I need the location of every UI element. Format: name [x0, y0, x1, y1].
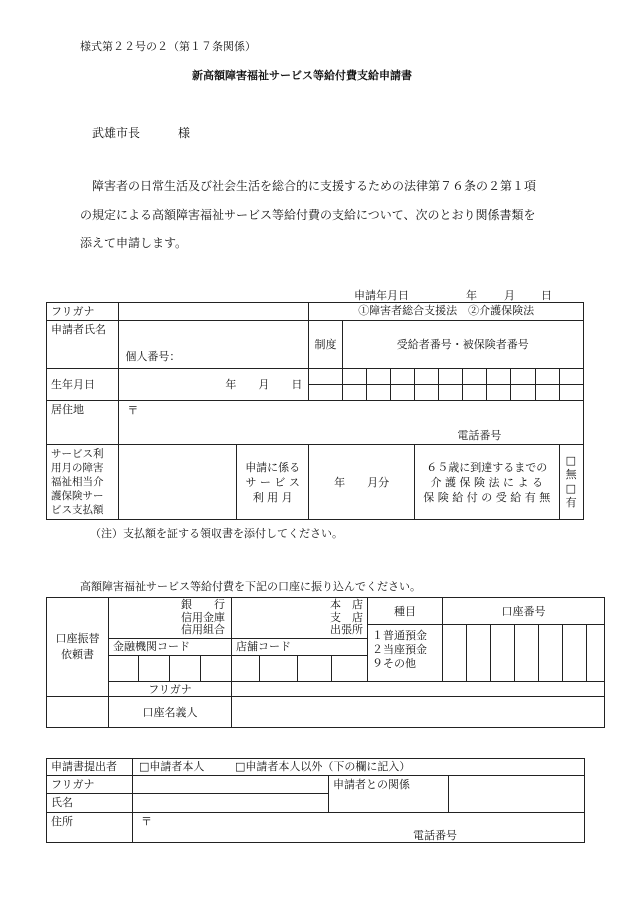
bank-code-digit[interactable]	[201, 656, 232, 682]
my-number-label: 個人番号：	[125, 350, 181, 363]
account-digit[interactable]	[443, 625, 467, 682]
submitter-name-field[interactable]	[133, 794, 329, 813]
other-checkbox[interactable]: □申請者本人以外（下の欄に記入）	[235, 760, 411, 773]
month-label-line: 申請に係る	[245, 460, 301, 474]
service-label-line: 用月の障害	[51, 462, 104, 474]
date-label: 申請年月日	[354, 289, 409, 302]
seido-label: 制度	[309, 321, 342, 369]
num-cell[interactable]	[390, 385, 414, 401]
date-month: 月	[504, 289, 515, 302]
bank-code-digit[interactable]	[170, 656, 201, 682]
service-label-line: ビス支払額	[51, 504, 104, 516]
branch-option: 出張所	[330, 623, 363, 636]
month-label-line: サ ー ビ ス	[245, 475, 300, 489]
branch-type[interactable]	[232, 598, 368, 639]
num-cell[interactable]	[511, 385, 535, 401]
age65-line: ６５歳に到達するまでの	[426, 460, 548, 474]
type-option[interactable]: ２当座預金	[372, 643, 427, 656]
account-digit[interactable]	[587, 625, 605, 682]
account-type-header: 種目	[368, 598, 443, 625]
num-cell[interactable]	[414, 369, 438, 385]
seido-cell[interactable]	[309, 385, 342, 401]
age65-line: 保 険 給 付 の 受 給 有 無	[423, 490, 551, 504]
birth-label: 生年月日	[47, 369, 119, 401]
bank-option: 信用組合	[181, 623, 225, 636]
account-digit[interactable]	[563, 625, 587, 682]
num-cell[interactable]	[559, 369, 583, 385]
month-label-line: 利 用 月	[252, 490, 293, 504]
type-option[interactable]: ９その他	[372, 657, 416, 670]
recipient-number-label: 受給者番号・被保険者番号	[342, 321, 583, 369]
side-blank	[47, 697, 109, 728]
form-number: 様式第２２号の２（第１７条関係）	[80, 40, 256, 53]
account-type-options[interactable]	[368, 625, 443, 682]
num-cell[interactable]	[463, 385, 487, 401]
submitter-postal-mark: 〒	[141, 815, 152, 828]
bank-code-digit[interactable]	[109, 656, 139, 682]
birth-field[interactable]: 年 月 日	[119, 369, 309, 401]
holder-furigana-field[interactable]	[232, 682, 605, 697]
account-digit[interactable]	[467, 625, 491, 682]
age65-label	[414, 445, 559, 520]
transfer-intro: 高額障害福祉サービス等給付費を下記の口座に振り込んでください。	[80, 580, 421, 593]
branch-code-digit[interactable]	[298, 656, 332, 682]
note: （注）支払額を証する領収書を添付してください。	[90, 527, 343, 540]
num-cell[interactable]	[366, 369, 390, 385]
num-cell[interactable]	[439, 369, 463, 385]
num-cell[interactable]	[342, 369, 366, 385]
page-title: 新高額障害福祉サービス等給付費支給申請書	[192, 69, 412, 82]
none-checkbox[interactable]: □無	[565, 454, 577, 481]
service-label-line: 福祉相当介	[51, 476, 104, 488]
self-checkbox[interactable]: □申請者本人	[139, 760, 205, 773]
branch-code-digit[interactable]	[232, 656, 260, 682]
num-cell[interactable]	[535, 369, 559, 385]
num-cell[interactable]	[463, 369, 487, 385]
address-label: 居住地	[47, 401, 119, 445]
addressee-mayor: 武雄市長	[92, 126, 141, 140]
submitter-table	[46, 758, 585, 843]
holder-field[interactable]	[232, 697, 605, 728]
transfer-side-label	[47, 598, 109, 697]
service-label-line: 護保険サー	[51, 490, 104, 502]
side-label-line: 口座振替	[55, 632, 100, 645]
num-cell[interactable]	[439, 385, 463, 401]
account-digit[interactable]	[539, 625, 563, 682]
num-cell[interactable]	[511, 369, 535, 385]
side-label-line: 依頼書	[61, 648, 94, 661]
applicant-name-label: 申請者氏名	[47, 321, 119, 369]
service-label-line: サービス利	[51, 448, 104, 460]
account-digit[interactable]	[515, 625, 539, 682]
submitter-options	[133, 759, 585, 776]
bank-code-label: 金融機関コード	[109, 639, 232, 656]
num-cell[interactable]	[559, 385, 583, 401]
seido-cell[interactable]	[309, 369, 342, 385]
service-month-field[interactable]: 年 月分	[309, 445, 415, 520]
branch-code-label: 店舗コード	[232, 639, 368, 656]
addressee-sama: 様	[178, 126, 191, 140]
bank-option: 銀 行	[181, 598, 225, 611]
service-month-label	[237, 445, 309, 520]
num-cell[interactable]	[487, 385, 511, 401]
submitter-furigana-label: フリガナ	[47, 776, 133, 794]
branch-option: 本 店	[330, 598, 363, 611]
holder-label: 口座名義人	[109, 697, 232, 728]
date-year: 年	[466, 289, 477, 302]
intro-line-1: 障害者の日常生活及び社会生活を総合的に支援するための法律第７６条の２第１項	[92, 179, 537, 193]
relation-label: 申請者との関係	[329, 776, 449, 813]
bank-type[interactable]	[109, 598, 232, 639]
num-cell[interactable]	[414, 385, 438, 401]
law-options[interactable]: ①障害者総合支援法 ②介護保険法	[309, 303, 584, 321]
furigana-label: フリガナ	[47, 303, 119, 321]
address-field[interactable]	[119, 401, 584, 445]
applicant-name-field[interactable]	[119, 321, 309, 369]
bank-code-digit[interactable]	[139, 656, 170, 682]
service-payment-label	[47, 445, 119, 520]
date-day: 日	[541, 289, 552, 302]
applicant-table	[46, 302, 584, 520]
branch-code-digit[interactable]	[260, 656, 298, 682]
holder-furigana-label: フリガナ	[109, 682, 232, 697]
num-cell[interactable]	[342, 385, 366, 401]
furigana-field[interactable]	[119, 303, 309, 321]
phone-label: 電話番号	[457, 429, 502, 442]
num-cell[interactable]	[390, 369, 414, 385]
intro-line-3: 添えて申請します。	[80, 236, 188, 250]
service-payment-field[interactable]	[119, 445, 237, 520]
yes-checkbox[interactable]: □有	[565, 482, 577, 509]
num-cell[interactable]	[366, 385, 390, 401]
submitter-address-label: 住所	[47, 813, 133, 843]
submitter-furigana-field[interactable]	[133, 776, 329, 794]
type-option[interactable]: １普通預金	[372, 629, 427, 642]
age65-line: 介 護 保 険 法 に よ る	[430, 475, 544, 489]
relation-field[interactable]	[449, 776, 585, 813]
branch-code-digit[interactable]	[332, 656, 368, 682]
account-digit[interactable]	[491, 625, 515, 682]
postal-mark: 〒	[127, 404, 139, 417]
age65-options[interactable]	[559, 445, 583, 520]
num-cell[interactable]	[535, 385, 559, 401]
account-number-header: 口座番号	[443, 598, 605, 625]
bank-table	[46, 597, 605, 728]
submitter-name-label: 氏名	[47, 794, 133, 813]
submitter-label: 申請書提出者	[47, 759, 133, 776]
intro-line-2: の規定による高額障害福祉サービス等給付費の支給について、次のとおり関係書類を	[80, 208, 536, 222]
num-cell[interactable]	[487, 369, 511, 385]
submitter-phone-label: 電話番号	[413, 829, 457, 842]
bank-option: 信用金庫	[181, 610, 225, 624]
submitter-address-field[interactable]	[133, 813, 585, 843]
branch-option: 支 店	[330, 610, 363, 624]
